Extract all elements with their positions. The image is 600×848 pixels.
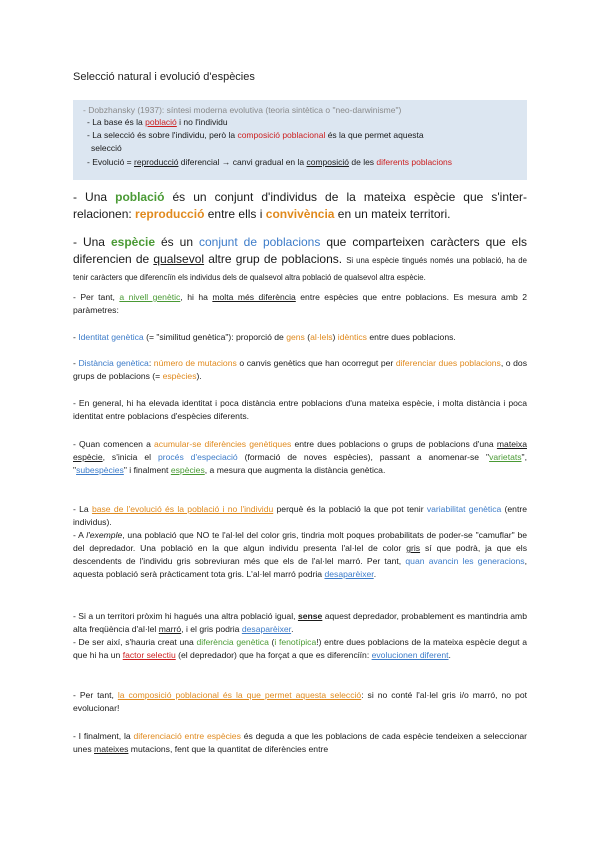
paragraph-finalment: - I finalment, la diferenciació entre espècies és deguda a que les poblacions de cada espècie tendeixen a seleccionar unes mateixes mutacions, fent que la quantitat de diferències entre xyxy=(73,731,528,754)
paragraph-per-tant: - Per tant, a nivell genètic, hi ha molta més diferència entre espècies que entre poblacions. Es mesura amb 2 paràmetres: xyxy=(73,292,528,315)
paragraph-distancia: - Distància genètica: número de mutacions o canvis genètics que han ocorregut per diferenciar dues poblacions, o dos grups de poblacions (= espècies). xyxy=(73,358,527,381)
box-line-base: - La base és la població i no l'individu xyxy=(87,117,228,127)
box-line-dobzhansky: - Dobzhansky (1937): síntesi moderna evolutiva (teoria sintètica o "neo-darwinisme") xyxy=(83,105,402,115)
paragraph-en-general: - En general, hi ha elevada identitat i poca distància entre poblacions d'una mateixa espècie, i molta distància i poca identitat entre poblacions d'espècies diferents. xyxy=(73,398,527,421)
summary-box xyxy=(73,100,527,180)
box-line-selection-cont: selecció xyxy=(91,143,122,153)
paragraph-base-evolucio: - La base de l'evolució és la població i no l'individu perquè és la població la que pot tenir variabilitat genètica (entre individus). xyxy=(73,504,527,527)
paragraph-composicio: - Per tant, la composició poblacional és la que permet aquesta selecció: si no conté l'al·lel gris i/o marró, no pot evolucionar! xyxy=(73,690,527,713)
paragraph-exemple: - A l'exemple, una població que NO te l'al·lel del color gris, tindria molt poques probabilitats de poder-se "camuflar" be del depredador. Una població en la que algun individu presenta l'al·lel de color gris sí que podrà, ja que els descendents de l'individu gris sobreviuran més que els de l'al·lel marró. Per tant, quan avancin les generacions, aquesta població serà pràcticament tota gris. L'al·lel marró podria desaparèixer. xyxy=(73,530,528,579)
box-line-evolution: - Evolució = reproducció diferencial → canvi gradual en la composició de les diferents poblacions xyxy=(87,157,453,167)
paragraph-de-ser-aixi: - De ser així, s'hauria creat una diferència genètica (i fenotípica!) entre dues poblacions de la mateixa espècie degut a que hi ha un factor selectiu (el depredador) que ha forçat a que es diferenciïn: evolucionen diferent. xyxy=(73,637,528,660)
paragraph-identitat: - Identitat genètica (= "similitud genètica"): proporció de gens (al·lels) idèntics entre dues poblacions. xyxy=(73,332,456,342)
paragraph-poblacio: - Una població és un conjunt d'individus de la mateixa espècie que s'inter-relacionen: reproducció entre ells i convivència en un mateix territori. xyxy=(73,190,527,221)
paragraph-especiacio: - Quan comencen a acumular-se diferències genètiques entre dues poblacions o grups de poblacions d'una mateixa espècie, s'inicia el procés d'especiació (formació de noves espècies), passant a anomenar-se "varietats", "subespècies" i finalment espècies, a mesura que augmenta la distància genètica. xyxy=(73,439,527,475)
paragraph-territori: - Si a un territori pròxim hi hagués una altra població igual, sense aquest depredador, probablement es mantindria amb alta freqüència d'al·lel marró, i el gris podria desaparèixer. xyxy=(73,611,527,634)
paragraph-especie: - Una espècie és un conjunt de poblacions que comparteixen caràcters que els diferencien de qualsevol altre grup de poblacions. Si una espècie tingués només una població, ha de tenir caràcters que diferenciïn els individus dels de qualsevol altra població de qualsevol altra espècie. xyxy=(73,235,527,282)
document-title: Selecció natural i evolució d'espècies xyxy=(73,71,255,83)
box-line-selection: - La selecció és sobre l'individu, però la composició poblacional és la que permet aquesta xyxy=(87,130,424,140)
